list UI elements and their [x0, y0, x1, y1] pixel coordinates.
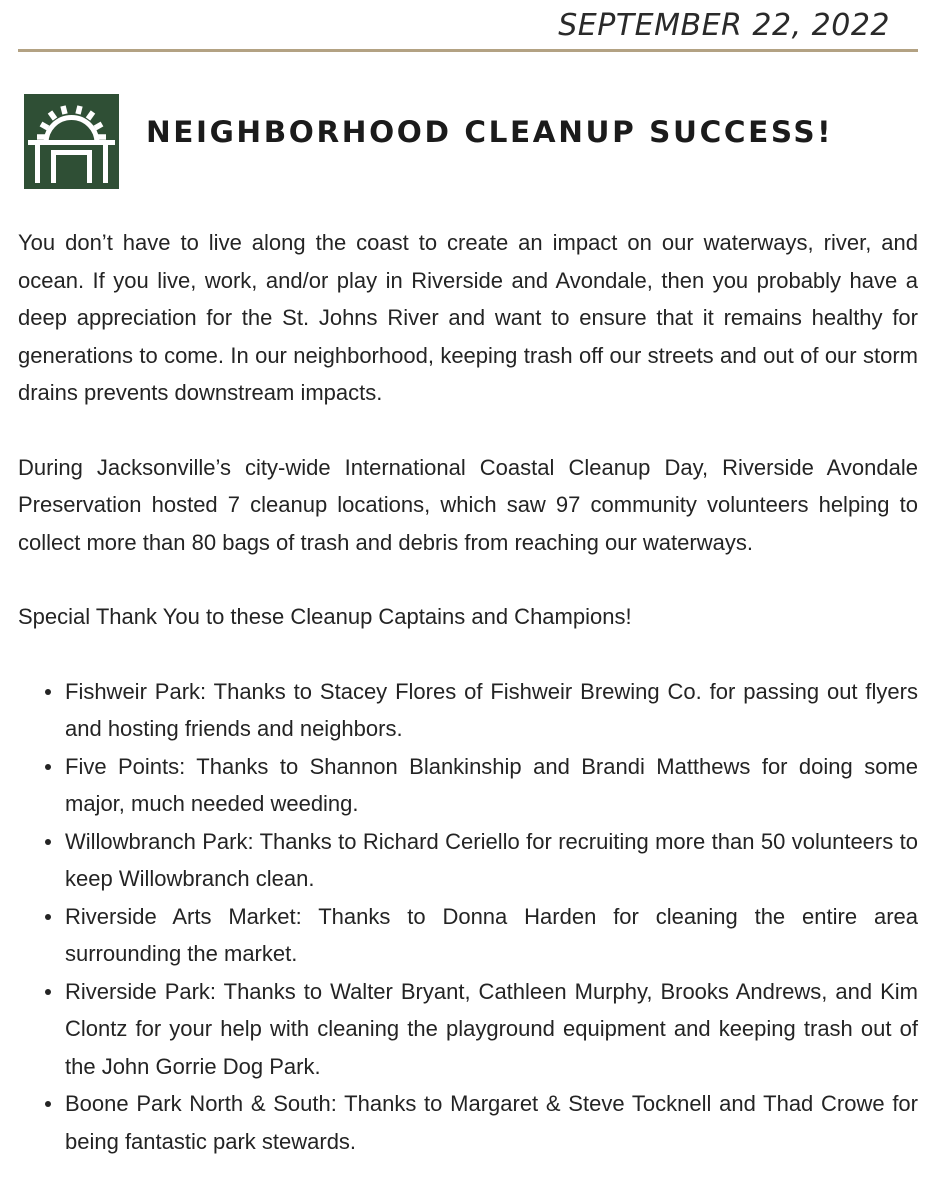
intro-paragraph: You don’t have to live along the coast to create an impact on our waterways, river, and ocean. If you live, work, and/or play in Riverside and Avondale, then you probably have a deep appreciation for the St. Johns River and want to ensure that it remains healthy for generations to come. In our neighborhood, keeping trash off our streets and out of our storm drains prevents downstream impacts.: [18, 230, 918, 405]
captains-list: [18, 673, 918, 1161]
article-body: [18, 224, 918, 1160]
article-date: SEPTEMBER 22, 2022: [558, 8, 890, 43]
cleanup-day-paragraph: During Jacksonville’s city-wide International Coastal Cleanup Day, Riverside Avondale Preservation hosted 7 cleanup locations, which saw 97 community volunteers helping to collect more than 80 bags of trash and debris from reaching our waterways.: [18, 454, 918, 555]
list-item: Fishweir Park: Thanks to Stacey Flores of Fishweir Brewing Co. for passing out flyers and hosting friends and neighbors.: [65, 673, 918, 748]
thank-you-heading: Special Thank You to these Cleanup Captains and Champions!: [18, 604, 632, 629]
arch-window-logo-icon: [24, 94, 119, 189]
header-divider: [18, 49, 918, 52]
list-item: Boone Park North & South: Thanks to Margaret & Steve Tocknell and Thad Crowe for being fantastic park stewards.: [65, 1085, 918, 1160]
page-title: NEIGHBORHOOD CLEANUP SUCCESS!: [146, 115, 834, 149]
list-item: Five Points: Thanks to Shannon Blankinship and Brandi Matthews for doing some major, much needed weeding.: [65, 748, 918, 823]
list-item: Willowbranch Park: Thanks to Richard Ceriello for recruiting more than 50 volunteers to keep Willowbranch clean.: [65, 823, 918, 898]
list-item: Riverside Park: Thanks to Walter Bryant, Cathleen Murphy, Brooks Andrews, and Kim Clontz for your help with cleaning the playground equipment and keeping trash out of the John Gorrie Dog Park.: [65, 973, 918, 1086]
list-item: Riverside Arts Market: Thanks to Donna Harden for cleaning the entire area surrounding the market.: [65, 898, 918, 973]
